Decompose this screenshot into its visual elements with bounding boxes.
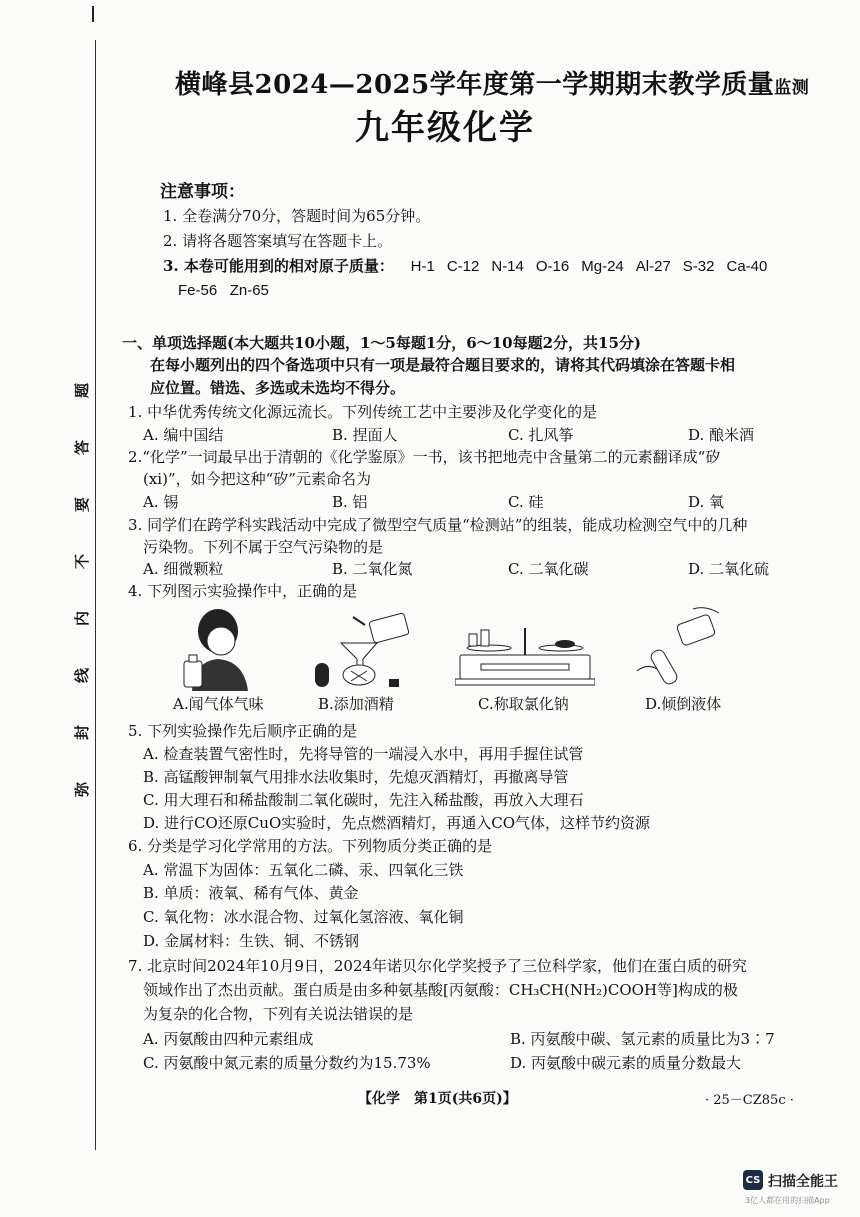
mass-line-2: Fe-56 Zn-65 [178, 282, 269, 299]
q3-option-c: C. 二氧化碳 [508, 560, 589, 578]
pour-liquid-figure [633, 605, 728, 690]
q2-option-c: C. 硅 [508, 493, 544, 511]
q6-option-a: A. 常温下为固体：五氧化二磷、汞、四氧化三铁 [143, 861, 464, 879]
q7-option-c: C. 丙氨酸中氮元素的质量分数约为15.73% [143, 1054, 431, 1072]
binding-line [95, 40, 96, 1150]
scanner-app-name: 扫描全能王 [768, 1174, 838, 1190]
q7-stem-1: 7. 北京时间2024年10月9日，2024年诺贝尔化学奖授予了三位科学家，他们在蛋白质的研究 [128, 957, 748, 975]
q1-option-c: C. 扎风筝 [508, 426, 574, 444]
q3-option-d: D. 二氧化硫 [688, 560, 770, 578]
q4-stem: 4. 下列图示实验操作中，正确的是 [128, 582, 358, 600]
paper-code: · 25－CZ85c · [705, 1093, 794, 1108]
section-heading: 一、单项选择题(本大题共10小题，1～5每题1分，6～10每题2分，共15分) [122, 334, 642, 352]
seal-text [70, 380, 94, 800]
q6-option-c: C. 氧化物：冰水混合物、过氧化氢溶液、氧化铜 [143, 908, 464, 926]
q5-option-c: C. 用大理石和稀盐酸制二氧化碳时，先注入稀盐酸，再放入大理石 [143, 791, 584, 809]
smell-gas-figure [178, 603, 258, 691]
q4-option-b: B.添加酒精 [318, 695, 394, 713]
q4-option-d: D.倾倒液体 [645, 695, 722, 713]
q1-option-d: D. 酿米酒 [688, 426, 755, 444]
q4-option-a: A.闻气体气味 [173, 695, 264, 713]
q4-option-c: C.称取氯化钠 [478, 695, 569, 713]
q7-option-d: D. 丙氨酸中碳元素的质量分数最大 [510, 1054, 742, 1072]
q5-option-d: D. 进行CO还原CuO实验时，先点燃酒精灯，再通入CO气体，这样节约资源 [143, 814, 651, 832]
seal-char: 要 [73, 496, 92, 513]
add-alcohol-figure [313, 603, 413, 691]
q6-option-b: B. 单质：液氧、稀有气体、黄金 [143, 884, 359, 902]
corner-mark [92, 6, 94, 22]
seal-char: 题 [73, 382, 92, 399]
notice-item-3: 3. 本卷可能用到的相对原子质量： H-1 C-12 N-14 O-16 Mg-24 Al-27 S-32 Ca-40 [163, 257, 768, 275]
weigh-salt-figure [455, 620, 595, 690]
scanner-app-tagline: 3亿人都在用的扫描App [745, 1196, 830, 1205]
q1-option-b: B. 捏面人 [332, 426, 398, 444]
q3-option-b: B. 二氧化氮 [332, 560, 413, 578]
q5-stem: 5. 下列实验操作先后顺序正确的是 [128, 722, 358, 740]
notice-item-1: 1. 全卷满分70分，答题时间为65分钟。 [163, 207, 431, 225]
notice-item-2: 2. 请将各题答案填写在答题卡上。 [163, 232, 393, 250]
q7-option-a: A. 丙氨酸由四种元素组成 [143, 1030, 314, 1048]
exam-subject: 九年级化学 [355, 108, 535, 148]
seal-char: 线 [73, 667, 92, 684]
notice-heading: 注意事项： [160, 182, 245, 202]
q3-option-a: A. 细微颗粒 [143, 560, 224, 578]
q2-option-b: B. 铝 [332, 493, 368, 511]
q5-option-a: A. 检查装置气密性时，先将导管的一端浸入水中，再用手握住试管 [143, 745, 584, 763]
seal-char: 弥 [73, 781, 92, 798]
seal-char: 不 [73, 553, 92, 570]
q7-option-b: B. 丙氨酸中碳、氢元素的质量比为3∶7 [510, 1030, 775, 1048]
page-footer: 【化学 第1页(共6页)】 [358, 1091, 517, 1107]
q7-stem-2: 领域作出了杰出贡献。蛋白质是由多种氨基酸[丙氨酸：CH₃CH(NH₂)COOH等]构成的极 [143, 981, 738, 999]
q1-stem: 1. 中华优秀传统文化源远流长。下列传统工艺中主要涉及化学变化的是 [128, 403, 598, 421]
seal-char: 内 [73, 610, 92, 627]
seal-char: 答 [73, 439, 92, 456]
q2-option-d: D. 氧 [688, 493, 725, 511]
q5-option-b: B. 高锰酸钾制氧气用排水法收集时，先熄灭酒精灯，再撤离导管 [143, 768, 569, 786]
q2-stem-1: 2.“化学”一词最早出于清朝的《化学鉴原》一书，该书把地壳中含量第二的元素翻译成“矽 [128, 448, 721, 466]
q7-stem-3: 为复杂的化合物，下列有关说法错误的是 [143, 1005, 414, 1023]
q3-stem-1: 3. 同学们在跨学科实践活动中完成了微型空气质量“检测站”的组装，能成功检测空气中的几种 [128, 516, 748, 534]
seal-char: 封 [73, 724, 92, 741]
scanner-logo-icon: CS [743, 1170, 763, 1190]
section-instruction-2: 应位置。错选、多选或未选均不得分。 [150, 379, 406, 397]
q1-option-a: A. 编中国结 [143, 426, 224, 444]
q3-stem-2: 污染物。下列不属于空气污染物的是 [143, 538, 384, 556]
q2-option-a: A. 锡 [143, 493, 179, 511]
q6-stem: 6. 分类是学习化学常用的方法。下列物质分类正确的是 [128, 837, 493, 855]
exam-title: 横峰县2024—2025学年度第一学期期末教学质量监测 [175, 70, 810, 100]
section-instruction-1: 在每小题列出的四个备选项中只有一项是最符合题目要求的，请将其代码填涂在答题卡相 [150, 356, 736, 374]
q6-option-d: D. 金属材料：生铁、铜、不锈钢 [143, 932, 360, 950]
q2-stem-2: (xi)”，如今把这种“矽”元素命名为 [143, 470, 371, 488]
